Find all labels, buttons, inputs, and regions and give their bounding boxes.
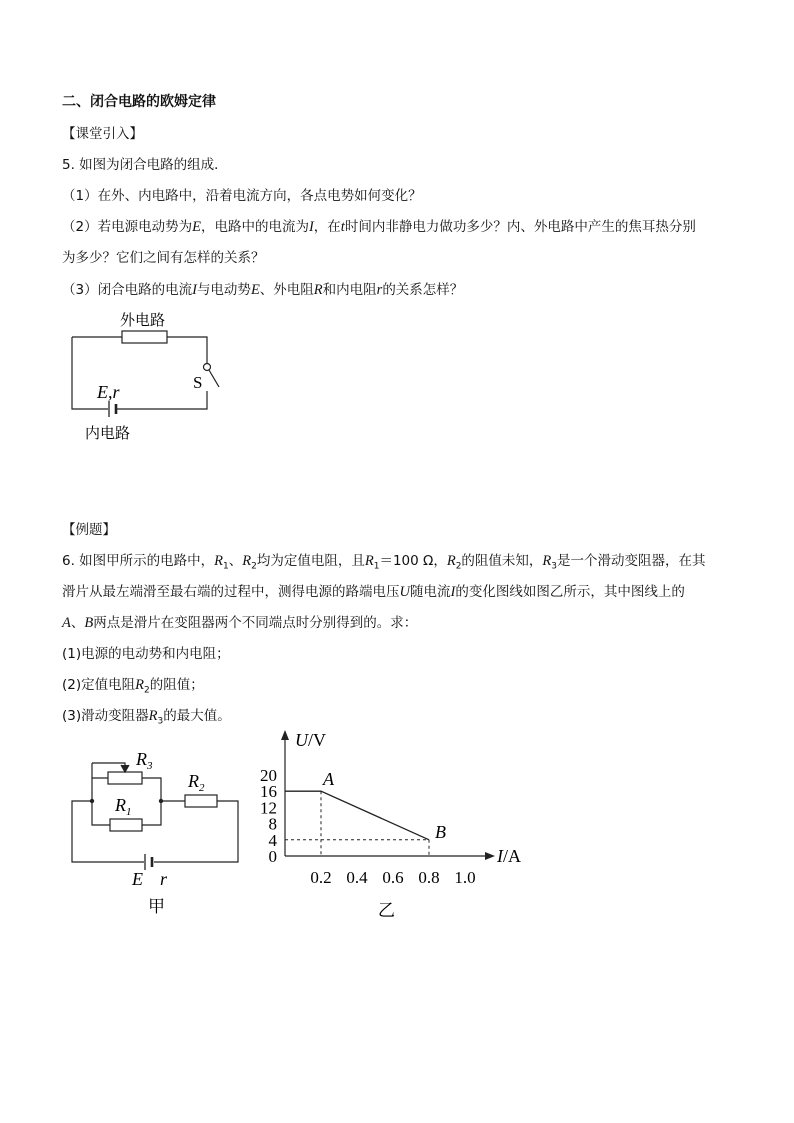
x-tick-label: 0.2 [310, 868, 332, 887]
example-tag: 【例题】 [62, 522, 116, 538]
r3-slider-tip [121, 765, 129, 772]
r3-resistor [108, 772, 142, 784]
q6-line1: 6. 如图甲所示的电路中，$R_1$、$R_2$均为定值电阻，且$R_1=100$ Ω，$R_2$的阻值未知，$R_3$是一个滑动变阻器，在其 [62, 553, 706, 572]
q6-sub2: (2)定值电阻$R_2$的阻值； [62, 677, 204, 696]
y-tick-label: 16 [260, 782, 277, 802]
outer-resistor [122, 331, 167, 343]
figure-caption-yi: 乙 [378, 901, 395, 921]
y-tick-label: 20 [260, 766, 277, 785]
r3-branch-wire [92, 778, 161, 801]
q6-line2: 滑片从最左端滑至最右端的过程中，测得电源的路端电压U随电流I的变化图线如图乙所示，其中图线上的 [62, 584, 685, 600]
q5-part1: （1）在外、内电路中，沿着电流方向，各点电势如何变化？ [62, 188, 422, 204]
junction-dot-right [159, 799, 163, 803]
label-r2: $R_2$ [188, 771, 205, 794]
q5-stem: 5. 如图为闭合电路的组成． [62, 157, 228, 173]
point-label-a: A [323, 769, 334, 790]
q6-sub3: (3)滑动变阻器$R_3$的最大值。 [62, 708, 231, 727]
junction-dot-left [90, 799, 94, 803]
outer-wire-top [72, 337, 207, 363]
parallel-left-node [72, 790, 144, 862]
y-tick-label: 0 [268, 847, 277, 866]
figure-caption-jia: 甲 [148, 897, 165, 917]
x-tick-label: 0.6 [382, 868, 404, 887]
label-r3: $R_3$ [136, 749, 153, 772]
inner-circuit-label: 内电路 [85, 424, 131, 442]
q5-part2-line2: 为多少？它们之间有怎样的关系？ [62, 250, 265, 266]
switch-label: S [193, 373, 203, 392]
outer-circuit-label: 外电路 [120, 311, 166, 329]
q5-part3: （3）闭合电路的电流I与电动势E、外电阻R和内电阻r的关系怎样？ [62, 282, 464, 298]
wire-right [117, 391, 207, 409]
x-axis-label: I/A [497, 846, 521, 866]
u-i-chart [250, 728, 540, 923]
x-axis-arrow [485, 852, 495, 860]
intro-tag: 【课堂引入】 [62, 126, 143, 142]
r1-resistor [110, 819, 142, 831]
x-tick-label: 0.8 [418, 868, 440, 887]
switch-pivot [204, 364, 211, 371]
r2-wire [154, 801, 238, 862]
y-tick-label: 12 [260, 798, 277, 818]
y-tick-label: 8 [268, 814, 277, 834]
label-r-internal: r [160, 869, 168, 889]
y-tick-label: 4 [268, 830, 277, 850]
x-tick-label: 1.0 [454, 868, 476, 887]
x-tick-label: 0.4 [346, 868, 368, 887]
q6-line3: A、B两点是滑片在变阻器两个不同端点时分别得到的。求： [62, 615, 418, 631]
source-label: E,r [97, 382, 120, 402]
r2-resistor [185, 795, 217, 807]
y-axis-arrow [281, 730, 289, 740]
label-r1: $R_1$ [115, 795, 132, 818]
switch-blade [209, 370, 219, 387]
point-label-b: B [435, 821, 446, 842]
closed-circuit-figure [60, 305, 230, 445]
q5-part2-line1: （2）若电源电动势为E，电路中的电流为I，在t时间内非静电力做功多少？内、外电路中产生的焦耳热分别 [62, 219, 696, 235]
label-e: E [132, 869, 143, 889]
u-i-series-line [285, 791, 429, 840]
q6-sub1: (1)电源的电动势和内电阻； [62, 646, 230, 662]
circuit-figure-jia [60, 745, 250, 925]
r3-slider [92, 763, 125, 770]
y-axis-label: U/V [295, 730, 326, 750]
section-title: 二、闭合电路的欧姆定律 [62, 94, 216, 110]
